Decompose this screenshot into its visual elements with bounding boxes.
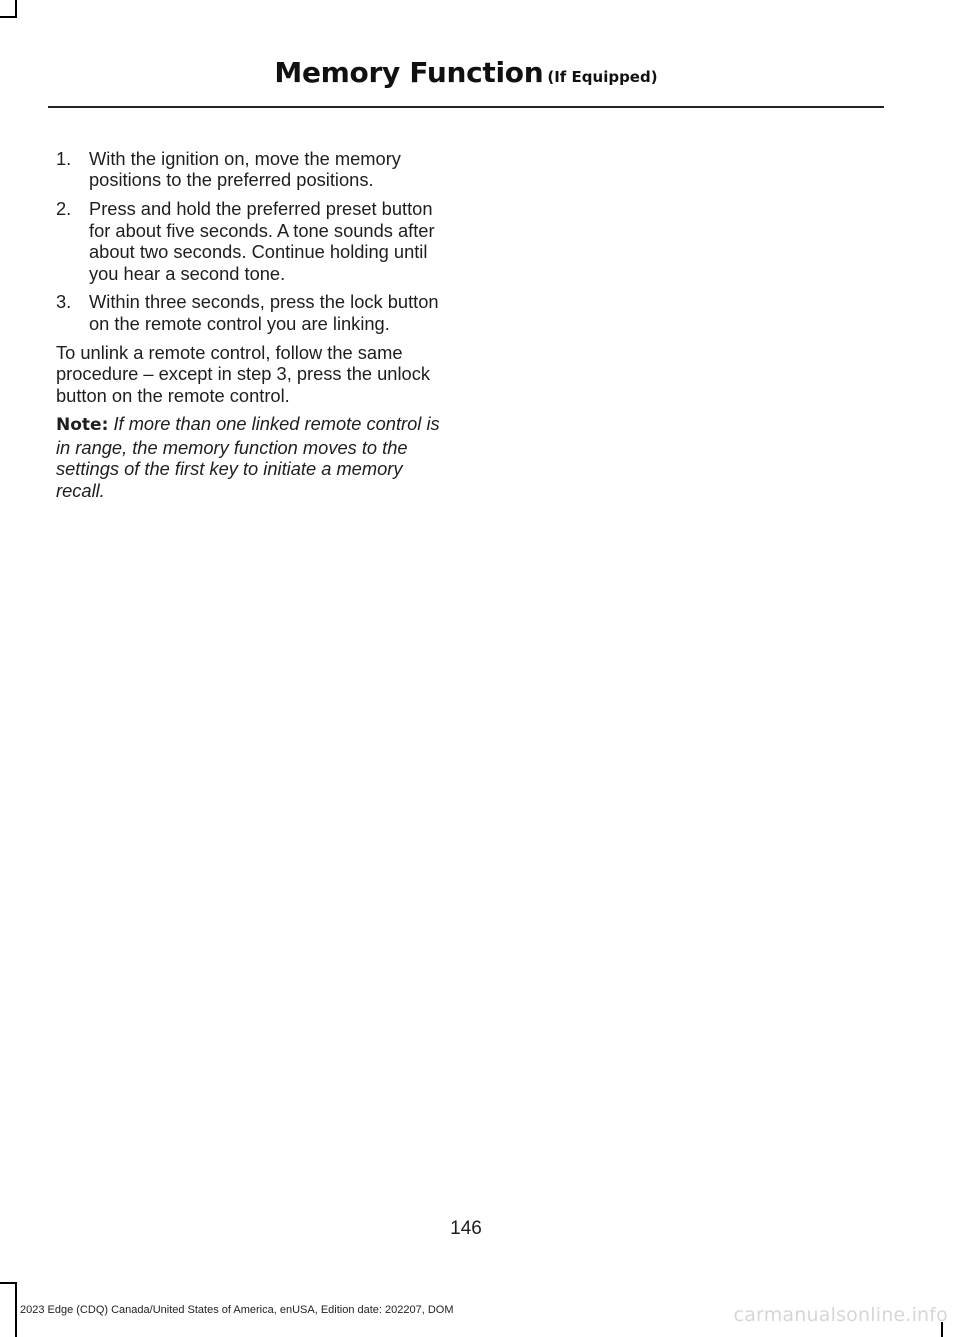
page-title: Memory Function [274,56,544,89]
step-text: Within three seconds, press the lock button on the remote control you are linking. [89,291,439,334]
note-label: Note: [56,415,109,436]
step-text: With the ignition on, move the memory positions to the preferred positions. [89,148,401,191]
note-text: If more than one linked remote control is in range, the memory function moves to the settings of the first key to initiate a memory recall. [56,413,440,501]
step-number: 1. [56,148,72,169]
page-header [48,56,884,108]
procedure-step [56,198,451,284]
procedure-step [56,291,451,334]
footer-edition-info: 2023 Edge (CDQ) Canada/United States of America, enUSA, Edition date: 202207, DOM [20,1304,454,1316]
step-number: 2. [56,198,72,220]
procedure-step [56,148,451,191]
step-text: Press and hold the preferred preset button for about five seconds. A tone sounds after about two seconds. Continue holding until you hear a second tone. [89,198,435,284]
crop-mark-top-left [0,16,17,18]
procedure-steps [56,148,451,334]
header-divider [48,106,884,108]
page-content [56,148,451,509]
crop-mark-bottom-left [15,1282,17,1337]
watermark: carmanualsonline.info [733,1304,948,1326]
step-number: 3. [56,291,72,313]
note [56,413,451,501]
unlink-paragraph: To unlink a remote control, follow the same procedure – except in step 3, press the unlock button on the remote control. [56,341,430,406]
page-title-qualifier: (If Equipped) [547,68,658,86]
crop-mark-bottom-left [0,1282,17,1284]
page-number: 146 [450,1218,482,1239]
